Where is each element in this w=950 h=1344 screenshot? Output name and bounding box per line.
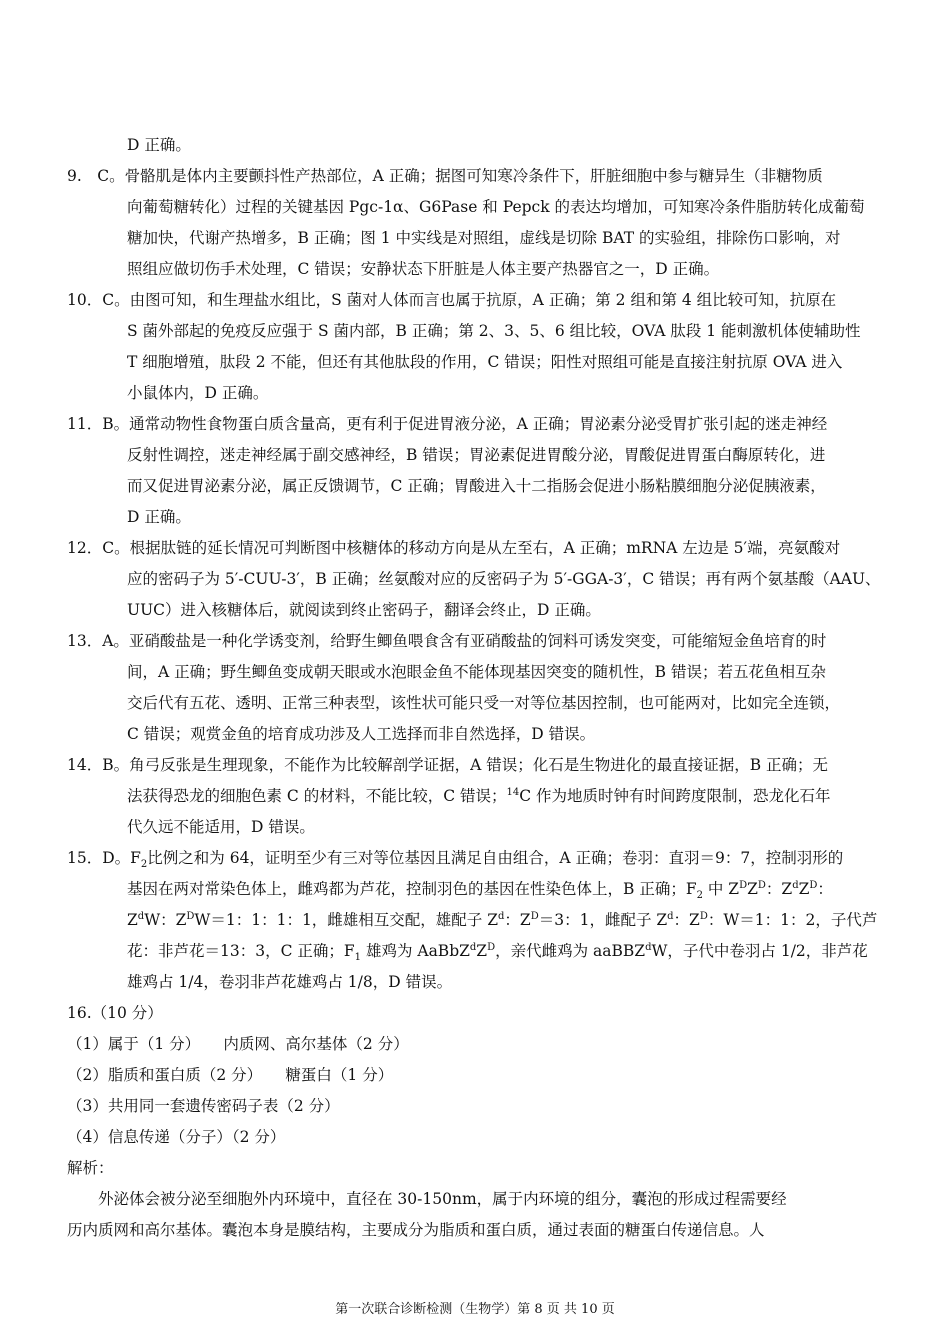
superscript: d [792,879,799,891]
superscript: D [809,879,818,891]
text-line: C 错误；观赏金鱼的培育成功涉及人工选择而非自然选择，D 错误。 [127,725,596,743]
text-line: 代久远不能适用，D 错误。 [127,818,315,836]
subscript: 2 [696,890,703,902]
text-line: T 细胞增殖，肽段 2 不能，但还有其他肽段的作用，C 错误；阳性对照组可能是直接注射抗原 OVA 进入 [127,353,843,371]
text-line: 而又促进胃泌素分泌，属正反馈调节，C 正确；胃酸进入十二指肠会促进小肠粘膜细胞分泌促胰液素， [127,477,826,495]
superscript: d [469,941,477,953]
superscript: D [186,910,195,922]
text-line: UUC）进入核糖体后，就阅读到终止密码子，翻译会终止，D 正确。 [127,601,601,619]
page-footer: 第一次联合诊断检测（生物学）第 8 页 共 10 页 [335,1302,615,1317]
superscript: d [498,910,505,922]
text-line: $Z^dW$：$Z^DW=1$：1：1：1，雌雄相互交配，雄配子 $Z^d$：$Z^D=3$：1，雌配子 $Z^d$：$Z^D$：W＝1：1：2，子代芦 [127,910,878,929]
subscript: 1 [354,952,362,964]
text-line: 花：非芦花＝13：3，C 正确；$F_1$ 雄鸡为 $AaBbZ^dZ^D$，亲代雌鸡为 aaBBZ$^d$W，子代中卷羽占 1/2，非芦花 [127,941,868,964]
superscript: d [667,910,674,922]
superscript: D [757,879,766,891]
text-line: 基因在两对常染色体上，雌鸡都为芦花，控制羽色的基因在性染色体上，B 正确；$F_2$ 中 $Z^DZ^D$：$Z^dZ^D$： [127,879,833,902]
text-line: 向葡萄糖转化）过程的关键基因 Pgc-1α、G6Pase 和 Pepck 的表达均增加，可知寒冷条件脂肪转化成葡萄 [127,198,865,216]
answer-14-line: 14．B。角弓反张是生理现象，不能作为比较解剖学证据，A 错误；化石是生物进化的最直接证据，B 正确；无 [67,756,829,774]
text-line: 小鼠体内，D 正确。 [127,384,269,402]
answer-16-part-4: （4）信息传递（分子）（2 分） [67,1128,286,1146]
subscript: 2 [140,859,148,871]
superscript: D [699,910,708,922]
text-line: 照组应做切伤手术处理，C 错误；安静状态下肝脏是人体主要产热器官之一，D 正确。 [127,260,720,278]
answer-9-line: 9. C。骨骼肌是体内主要颤抖性产热部位，A 正确；据图可知寒冷条件下，肝脏细胞中参与糖异生（非糖物质 [67,167,823,185]
text-line: S 菌外部起的免疫反应强于 S 菌内部，B 正确；第 2、3、5、6 组比较，OVA 肽段 1 能刺激机体使辅助性 [127,322,861,340]
text-line: 交后代有五花、透明、正常三种表型，该性状可能只受一对等位基因控制，也可能两对，比如完全连锁， [127,694,841,712]
answer-10-line: 10．C。由图可知，和生理盐水组比，S 菌对人体而言也属于抗原，A 正确；第 2 组和第 4 组比较可知，抗原在 [67,291,837,309]
answer-13-line: 13．A。亚硝酸盐是一种化学诱变剂，给野生鲫鱼喂食含有亚硝酸盐的饲料可诱发突变，可能缩短金鱼培育的时 [67,632,827,650]
superscript: D [487,941,496,953]
answer-16-part-1: （1）属于（1 分） 内质网、高尔基体（2 分） [67,1035,409,1053]
text-line: 间，A 正确；野生鲫鱼变成朝天眼或水泡眼金鱼不能体现基因突变的随机性，B 错误；若五花鱼相互杂 [127,663,826,681]
superscript: 14 [506,786,520,798]
superscript: D [739,879,748,891]
text-line: 反射性调控，迷走神经属于副交感神经，B 错误；胃泌素促进胃酸分泌，胃酸促进胃蛋白酶原转化，进 [127,446,826,464]
text-line: 法获得恐龙的细胞色素 C 的材料，不能比较，C 错误；$^{14}$C 作为地质时钟有时间跨度限制，恐龙化石年 [127,786,831,805]
text-line: 雄鸡占 1/4，卷羽非芦花雄鸡占 1/8，D 错误。 [127,973,453,991]
answer-16-part-2: （2）脂质和蛋白质（2 分） 糖蛋白（1 分） [67,1066,394,1084]
text-line: 应的密码子为 5′-CUU-3′，B 正确；丝氨酸对应的反密码子为 5′-GGA-3′，C 错误；再有两个氨基酸（AAU、 [127,570,881,588]
answer-11-line: 11．B。通常动物性食物蛋白质含量高，更有利于促进胃液分泌，A 正确；胃泌素分泌受胃扩张引起的迷走神经 [67,415,828,433]
analysis-text: 外泌体会被分泌至细胞外内环境中，直径在 30-150nm，属于内环境的组分，囊泡的形成过程需要经 [98,1190,787,1208]
answer-16-part-3: （3）共用同一套遗传密码子表（2 分） [67,1097,340,1115]
answer-15-line: 15．D。$F_2$比例之和为 64，证明至少有三对等位基因且满足自由组合，A 正确；卷羽：直羽＝9：7，控制羽形的 [67,849,844,871]
text-line: D 正确。 [127,508,191,526]
analysis-label: 解析： [67,1159,114,1177]
superscript: d [137,910,145,922]
text-line: 糖加快，代谢产热增多，B 正确；图 1 中实线是对照组，虚线是切除 BAT 的实验组，排除伤口影响，对 [127,229,841,247]
text-line: D 正确。 [127,136,191,154]
superscript: D [530,910,539,922]
answer-12-line: 12．C。根据肽链的延长情况可判断图中核糖体的移动方向是从左至右，A 正确；mRNA 左边是 5′端，亮氨酸对 [67,539,841,557]
answer-16-heading: 16.（10 分） [67,1004,163,1022]
analysis-text: 历内质网和高尔基体。囊泡本身是膜结构，主要成分为脂质和蛋白质，通过表面的糖蛋白传递信息。人 [67,1221,765,1239]
superscript: d [645,941,652,953]
